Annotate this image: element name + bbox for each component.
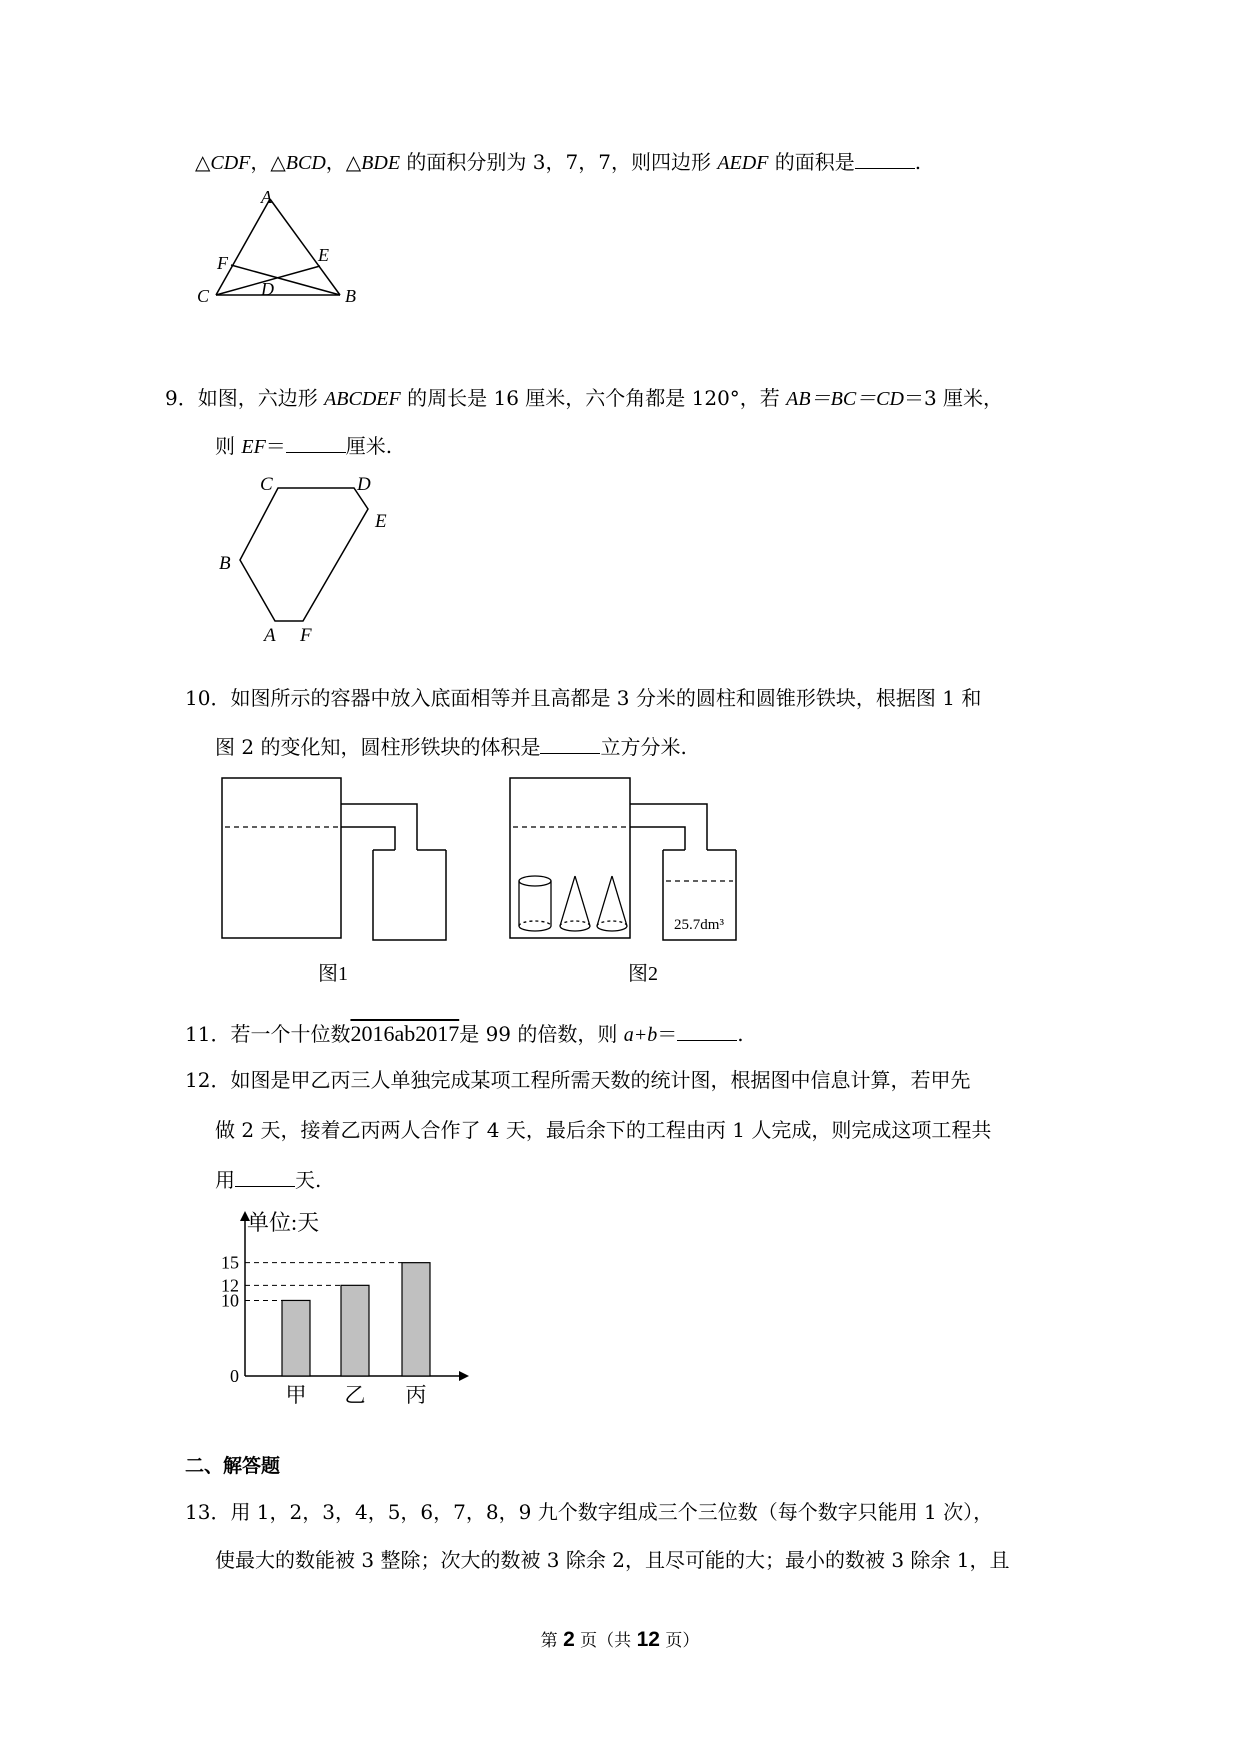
- x-tick-label: 丙: [405, 1383, 427, 1407]
- answer-blank: [235, 1166, 295, 1187]
- y-tick-label: 0: [230, 1366, 239, 1386]
- q10-figure-1: [215, 775, 465, 995]
- q9-line-1: [165, 384, 1003, 413]
- question-number: 9．: [165, 386, 198, 410]
- q12-line3-a: 用: [215, 1168, 235, 1192]
- footer-suffix: 页）: [659, 1631, 700, 1651]
- cylinder-shape: [519, 876, 551, 931]
- q9-text-c: ＝3 厘米，: [903, 386, 1004, 410]
- page-total: 12: [636, 1628, 660, 1651]
- page-number: 2: [563, 1628, 575, 1651]
- label-d: D: [261, 279, 274, 299]
- q8-text-mid: 的面积分别为 3，7，7，则四边形: [400, 150, 718, 174]
- q11-expression: a+b: [623, 1024, 658, 1046]
- label-b: B: [219, 553, 231, 574]
- q10-line2-a: 图 2 的变化知，圆柱形铁块的体积是: [215, 735, 541, 759]
- q12-line-3: [215, 1166, 321, 1194]
- y-axis-unit-label: 单位:天: [247, 1210, 320, 1235]
- q10-figure-2: [505, 775, 755, 995]
- q10-line2-b: 立方分米.: [600, 735, 687, 759]
- answer-blank: [677, 1020, 737, 1041]
- page-footer: [0, 1626, 1240, 1652]
- q12-line-1: [185, 1066, 970, 1094]
- q9-hexagon-name: ABCDEF: [324, 388, 401, 410]
- q11-line: [185, 1020, 744, 1049]
- question-number: 11．: [185, 1022, 231, 1046]
- q9-line2-b: ＝: [265, 434, 286, 458]
- figure-1-caption: 图1: [318, 963, 348, 985]
- label-f: F: [217, 253, 228, 273]
- cone-shape: [597, 876, 627, 931]
- q8-bde: BDE: [361, 152, 401, 174]
- q9-hexagon-figure: [215, 470, 405, 650]
- q9-line2-c: 厘米.: [345, 434, 393, 458]
- q8-tri-3: ，△: [325, 150, 362, 174]
- y-tick-label: 12: [221, 1275, 239, 1296]
- q12-bar-chart: [215, 1205, 485, 1415]
- q12-line3-b: 天.: [295, 1168, 322, 1192]
- answer-blank: [540, 733, 600, 754]
- q8-tri-2: ，△: [250, 150, 286, 174]
- label-d: D: [357, 474, 371, 495]
- footer-middle: 页（共: [574, 1631, 637, 1651]
- q13-line-2: [215, 1546, 1009, 1574]
- q9-line-2: [215, 432, 392, 461]
- q13-line-1: [185, 1498, 993, 1526]
- y-tick-label: 10: [221, 1290, 239, 1311]
- question-number: 13．: [185, 1500, 231, 1524]
- q10-line1-text: 如图所示的容器中放入底面相等并且高都是 3 分米的圆柱和圆锥形铁块，根据图 1 和: [230, 686, 982, 710]
- x-tick-label: 甲: [285, 1383, 307, 1407]
- label-f: F: [300, 625, 312, 646]
- x-axis-arrow: [459, 1371, 469, 1381]
- label-e: E: [375, 511, 387, 532]
- label-c: C: [197, 286, 210, 306]
- x-tick-label: 乙: [344, 1383, 366, 1407]
- question-number: 12．: [185, 1068, 231, 1092]
- q8-tri-1: △: [195, 150, 211, 174]
- q12-line2-text: 做 2 天，接着乙丙两人合作了 4 天，最后余下的工程由丙 1 人完成，则完成这项工程共: [215, 1118, 992, 1142]
- bar: [402, 1263, 430, 1376]
- footer-prefix: 第: [540, 1631, 564, 1651]
- q9-equation: AB＝BC＝CD: [786, 388, 904, 410]
- q12-line-2: [215, 1116, 991, 1144]
- q12-line1-text: 如图是甲乙丙三人单独完成某项工程所需天数的统计图，根据图中信息计算，若甲先: [230, 1068, 971, 1092]
- q11-text-a: 若一个十位数: [230, 1022, 351, 1046]
- q9-text-b: 的周长是 16 厘米，六个角都是 120°，若: [400, 386, 787, 410]
- q11-text-b: 是 99 的倍数，则: [459, 1022, 624, 1046]
- q8-triangle-figure: [195, 185, 375, 315]
- q13-line1-text: 用 1，2，3，4，5，6，7，8，9 九个数字组成三个三位数（每个数字只能用 1 次），: [230, 1500, 994, 1524]
- label-b: B: [345, 286, 356, 306]
- figure-2-caption: 图2: [628, 963, 658, 985]
- label-a: A: [264, 625, 276, 646]
- q8-cdf: CDF: [210, 152, 251, 174]
- q9-ef: EF: [241, 436, 266, 458]
- q10-line-2: [215, 733, 687, 761]
- q8-bcd: BCD: [285, 152, 326, 174]
- q11-period: .: [737, 1022, 744, 1046]
- q11-text-c: ＝: [657, 1022, 678, 1046]
- label-c: C: [260, 474, 273, 495]
- label-e: E: [318, 245, 329, 265]
- section-heading: 二、解答题: [185, 1455, 281, 1477]
- q10-line-1: [185, 684, 981, 712]
- cone-shape: [560, 876, 590, 931]
- answer-blank: [855, 148, 915, 169]
- q11-ten-digit-number: 2016ab2017: [350, 1021, 460, 1046]
- bar: [282, 1300, 310, 1376]
- q8-text-end: 的面积是: [768, 150, 855, 174]
- volume-label: 25.7dm³: [674, 917, 724, 933]
- q8-aedf: AEDF: [717, 152, 769, 174]
- q8-text-line: [195, 148, 921, 177]
- label-a: A: [261, 187, 272, 207]
- q13-line2-text: 使最大的数能被 3 整除；次大的数被 3 除余 2，且尽可能的大；最小的数被 3 除余 1，且: [215, 1548, 1010, 1572]
- answer-blank: [286, 432, 346, 453]
- q8-period: .: [914, 150, 922, 174]
- q9-text-a: 如图，六边形: [197, 386, 325, 410]
- bar: [341, 1285, 369, 1376]
- q9-line2-a: 则: [215, 434, 242, 458]
- y-tick-label: 15: [221, 1252, 239, 1273]
- question-number: 10．: [185, 686, 231, 710]
